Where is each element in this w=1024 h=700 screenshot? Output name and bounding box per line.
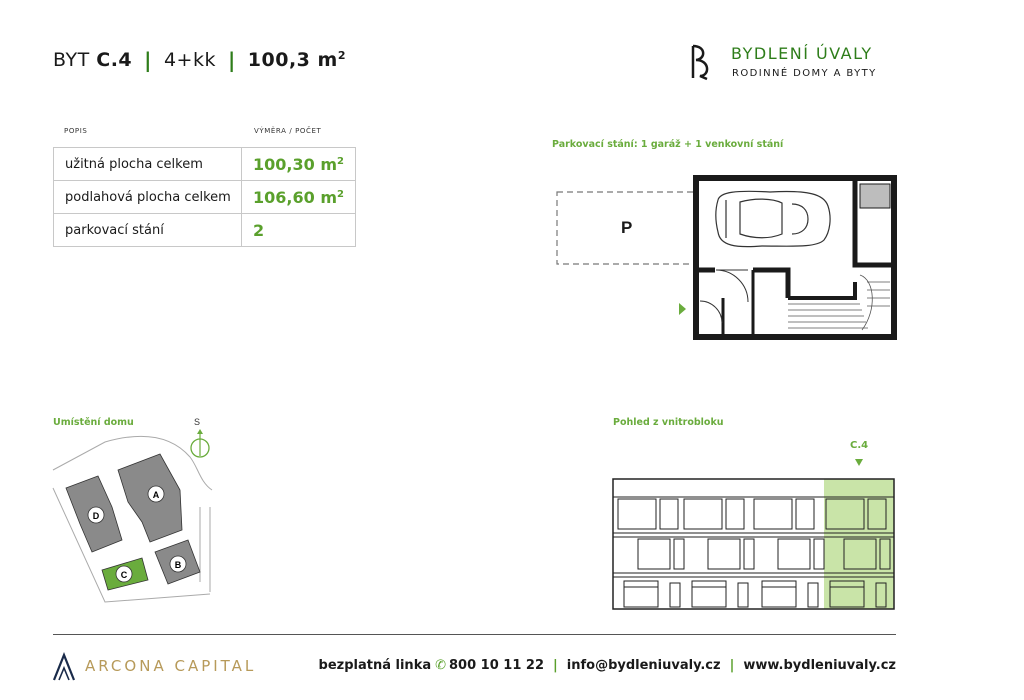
house-d-label: D	[92, 511, 100, 521]
row-label: parkovací stání	[54, 214, 242, 247]
phone-icon: ✆	[435, 658, 447, 673]
house-c-label: C	[120, 570, 128, 580]
email-link[interactable]: info@bydleniuvaly.cz	[566, 658, 721, 673]
area-table	[53, 147, 356, 247]
logo-subtitle: RODINNÉ DOMY A BYTY	[732, 68, 877, 79]
row-value	[242, 148, 356, 181]
table-row	[54, 148, 356, 181]
parking-floor-plan	[540, 170, 910, 345]
row-value-sup: 2	[336, 188, 344, 200]
unit-area-sup: 2	[337, 49, 346, 62]
north-arrow-icon	[191, 417, 209, 457]
row-value-num: 100,30 m	[253, 154, 337, 174]
separator: |	[144, 48, 152, 72]
separator: |	[227, 48, 236, 72]
garage-shaft	[860, 184, 890, 208]
row-value-sup: 2	[336, 155, 344, 167]
table-row	[54, 181, 356, 214]
unit-marker-arrow-icon	[855, 459, 863, 466]
hotline-label: bezplatná linka	[318, 658, 432, 673]
location-title: Umístění domu	[53, 417, 134, 428]
logo-title: BYDLENÍ ÚVALY	[731, 44, 873, 63]
car-icon	[716, 191, 830, 246]
unit-marker-label: C.4	[850, 440, 869, 451]
staircase	[788, 275, 890, 330]
arcona-mark-icon	[53, 653, 75, 681]
phone-link[interactable]: 800 10 11 22	[449, 658, 545, 673]
footer-contacts	[319, 658, 896, 673]
footer-divider	[53, 634, 896, 635]
site-location-map	[50, 412, 220, 612]
unit-header	[53, 48, 346, 72]
svg-text:S: S	[193, 417, 201, 427]
row-value	[242, 214, 356, 247]
unit-code: C.4	[96, 49, 133, 71]
separator: |	[729, 658, 735, 673]
row-value-num: 106,60 m	[253, 187, 337, 207]
row-label: užitná plocha celkem	[54, 148, 242, 181]
arcona-capital-logo	[53, 653, 257, 681]
col-header-popis: POPIS	[64, 127, 88, 135]
logo-mark-icon	[690, 44, 716, 80]
parking-p-label: P	[621, 218, 633, 237]
view-title: Pohled z vnitrobloku	[613, 417, 724, 428]
separator: |	[553, 658, 558, 673]
unit-area	[248, 49, 346, 71]
house-b-label: B	[174, 560, 182, 570]
row-label: podlahová plocha celkem	[54, 181, 242, 214]
table-row	[54, 214, 356, 247]
web-link[interactable]: www.bydleniuvaly.cz	[743, 658, 896, 673]
unit-layout: 4+kk	[163, 49, 216, 71]
arcona-text: ARCONA CAPITAL	[85, 657, 257, 675]
house-a-label: A	[152, 490, 160, 500]
col-header-vymera: VÝMĚRA / POČET	[254, 127, 322, 135]
row-value-num: 2	[253, 220, 265, 240]
courtyard-elevation	[612, 455, 897, 611]
entrance-arrow-icon	[679, 303, 686, 315]
unit-prefix: BYT	[53, 49, 90, 71]
bydleni-uvaly-logo	[690, 44, 900, 84]
parking-title: Parkovací stání: 1 garáž + 1 venkovní stání	[552, 139, 784, 150]
unit-area-value: 100,3 m	[247, 49, 338, 71]
row-value	[242, 181, 356, 214]
